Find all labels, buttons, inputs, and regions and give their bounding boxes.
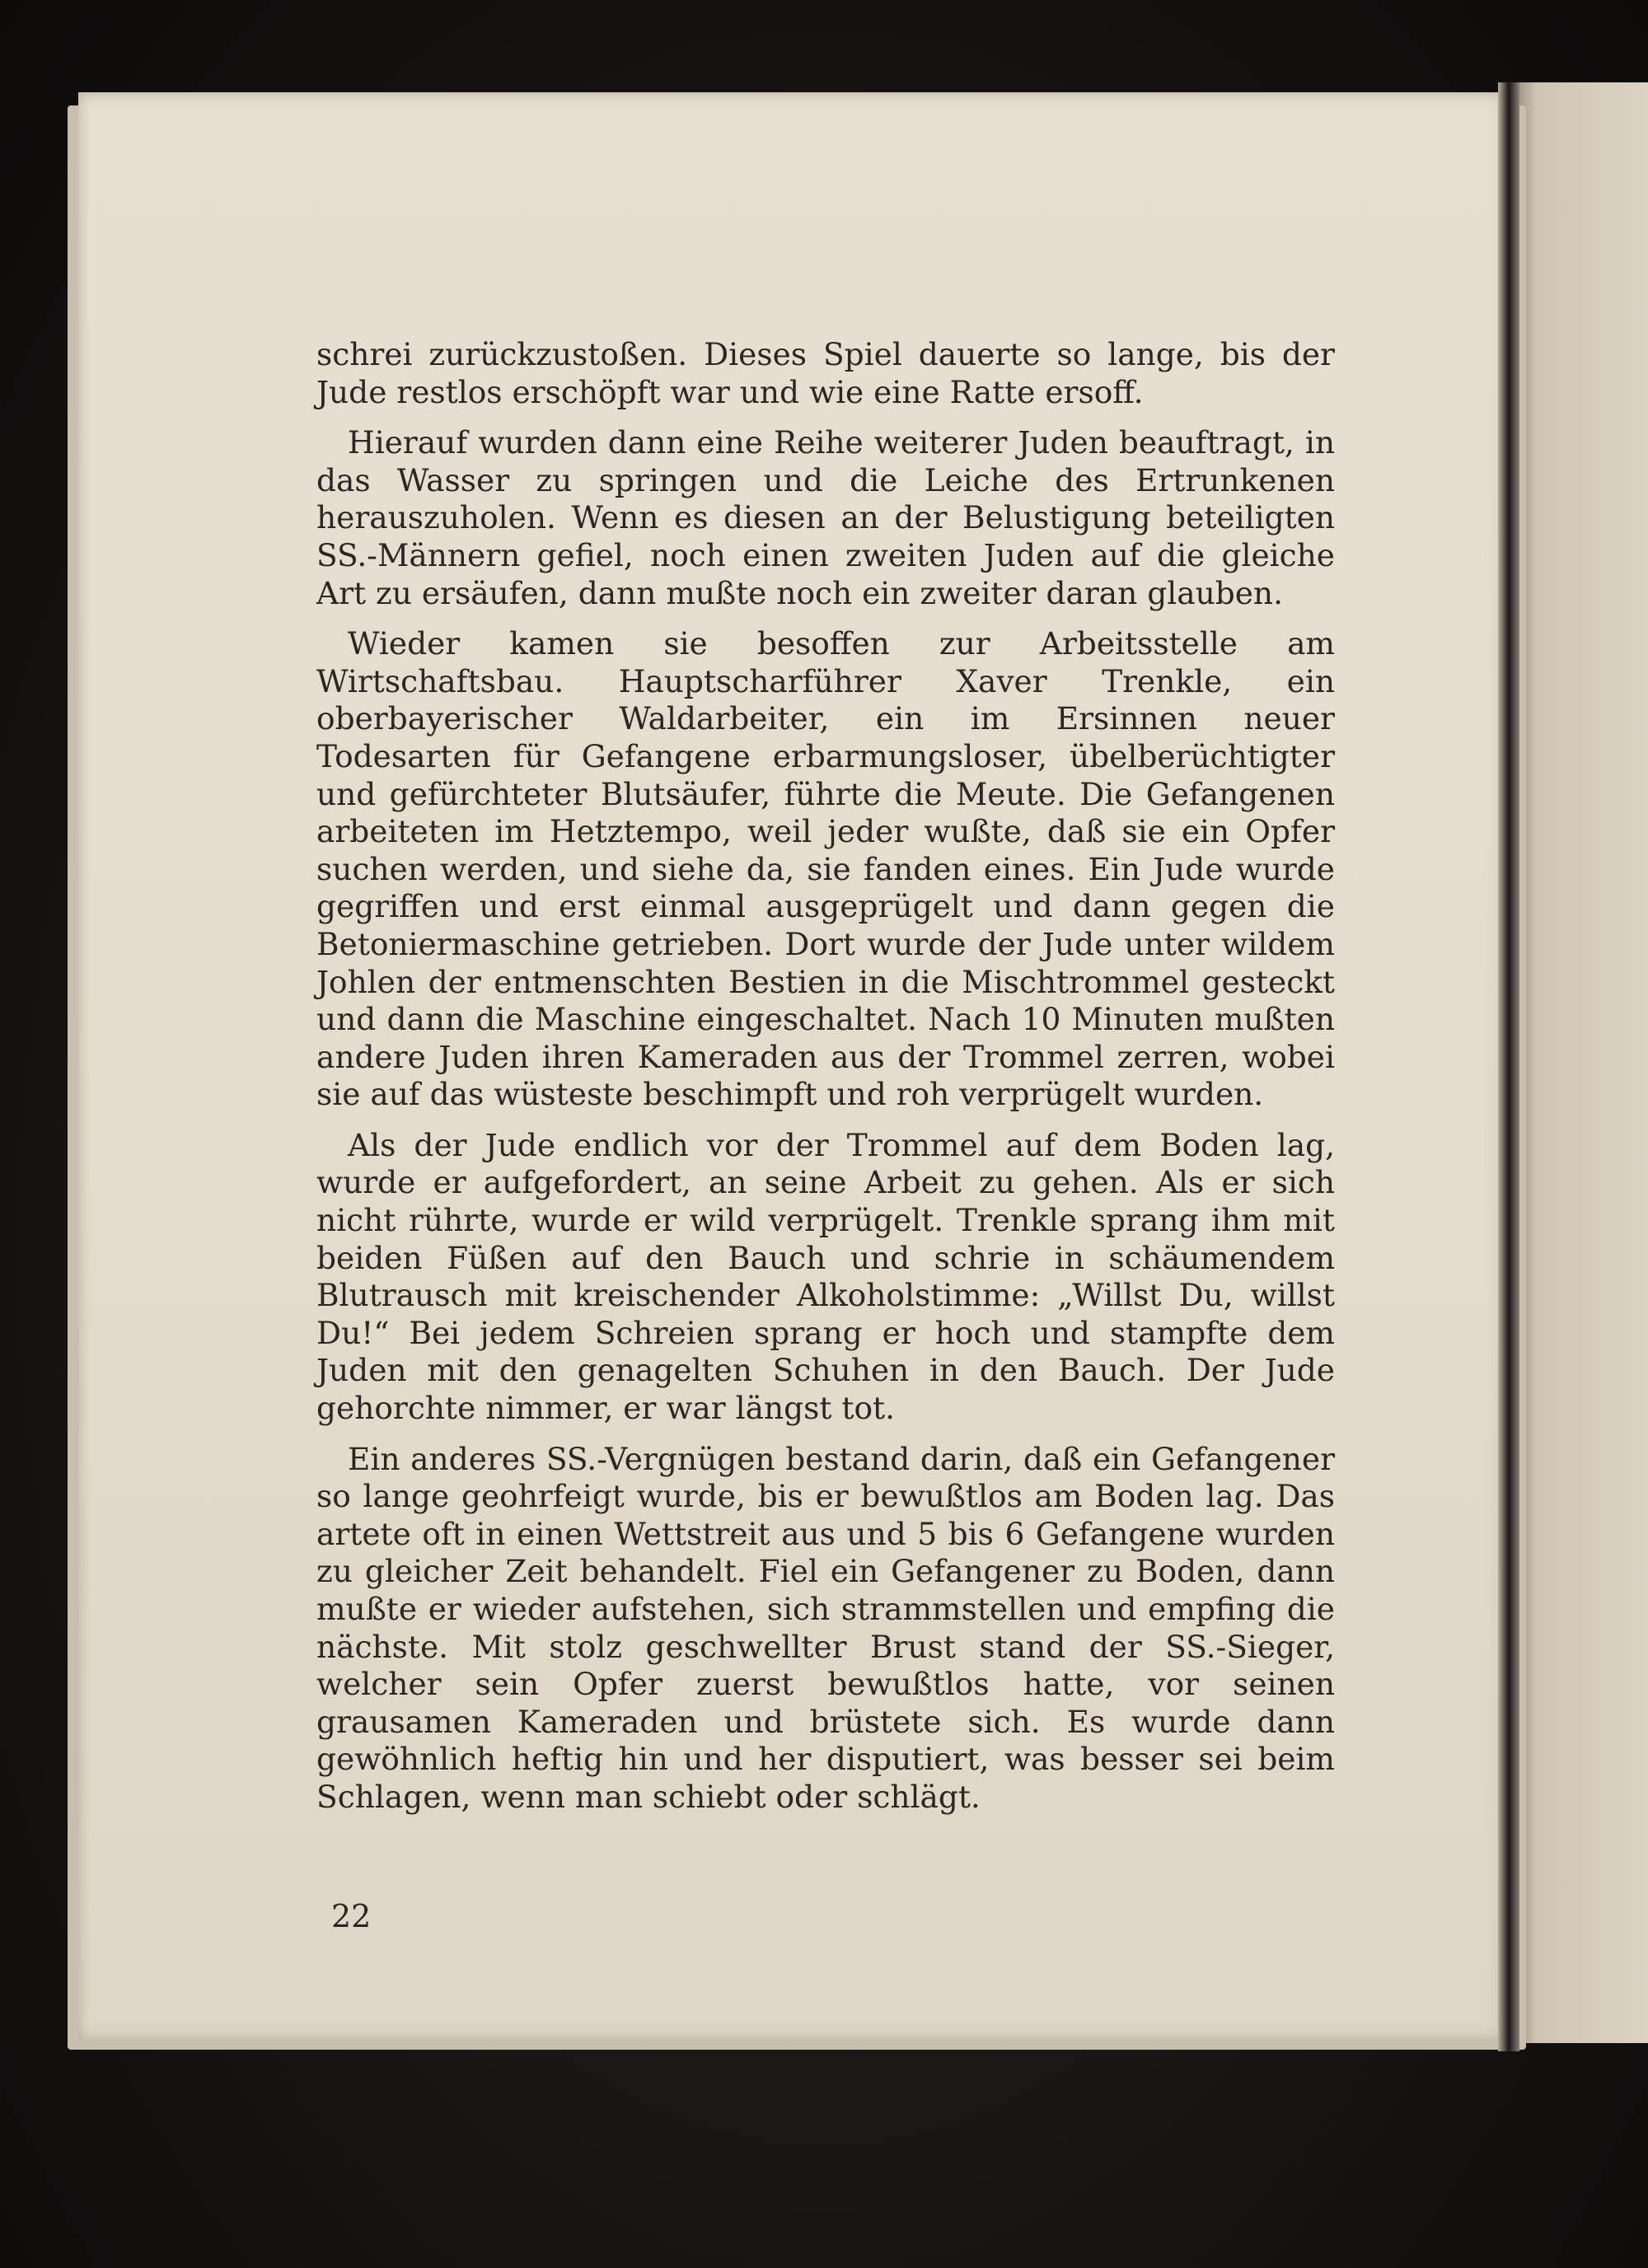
paragraph-3: Wieder kamen sie besoffen zur Arbeitsstelle am Wirtschaftsbau. Hauptscharführer Xaver Trenkle, ein oberbayerischer Waldarbeiter, ein im Ersinnen neuer Todesarten für Gefangene erbarmungsloser, übelberüchtigter und gefürchteter Blutsäufer, führte die Meute. Die Gefangenen arbeiteten im Hetztempo, weil jeder wußte, daß sie ein Opfer suchen werden, und siehe da, sie fanden eines. Ein Jude wurde gegriffen und erst einmal ausgeprügelt und dann gegen die Betoniermaschine getrieben. Dort wurde der Jude unter wildem Johlen der entmenschten Bestien in die Mischtrommel gesteckt und dann die Maschine eingeschaltet. Nach 10 Minuten mußten andere Juden ihren Kameraden aus der Trommel zerren, wobei sie auf das wüsteste beschimpft und roh verprügelt wurden. (316, 625, 1335, 1113)
paragraph-1: schrei zurückzustoßen. Dieses Spiel dauerte so lange, bis der Jude restlos erschöpft war und wie eine Ratte ersoff. (316, 336, 1335, 410)
page-number: 22 (331, 1898, 372, 1934)
facing-page-edge (1516, 82, 1648, 2043)
paragraph-4: Als der Jude endlich vor der Trommel auf dem Boden lag, wurde er aufgefordert, an seine Arbeit zu gehen. Als er sich nicht rührte, wurde er wild verprügelt. Trenkle sprang ihm mit beiden Füßen auf den Bauch und schrie in schäumendem Blutrausch mit kreischender Alkoholstimme: „Willst Du, willst Du!“ Bei jedem Schreien sprang er hoch und stampfte dem Juden mit den genagelten Schuhen in den Bauch. Der Jude gehorchte nimmer, er war längst tot. (316, 1126, 1335, 1427)
paragraph-5: Ein anderes SS.-Vergnügen bestand darin, daß ein Gefangener so lange geohrfeigt wurde, bis er bewußtlos am Boden lag. Das artete oft in einen Wettstreit aus und 5 bis 6 Gefangene wurden zu gleicher Zeit behandelt. Fiel ein Gefangener zu Boden, dann mußte er wieder aufstehen, sich strammstellen und empfing die nächste. Mit stolz geschwellter Brust stand der SS.-Sieger, welcher sein Opfer zuerst bewußtlos hatte, vor seinen grausamen Kameraden und brüstete sich. Es wurde dann gewöhnlich heftig hin und her disputiert, was besser sei beim Schlagen, wenn man schiebt oder schlägt. (316, 1440, 1335, 1815)
paragraph-2: Hierauf wurden dann eine Reihe weiterer Juden beauftragt, in das Wasser zu springen und die Leiche des Ertrunkenen herauszuholen. Wenn es diesen an der Belustigung beteiligten SS.-Männern gefiel, noch einen zweiten Juden auf die gleiche Art zu ersäufen, dann mußte noch ein zweiter daran glauben. (316, 424, 1335, 611)
body-text (316, 336, 1335, 1830)
book-gutter (1498, 82, 1519, 2051)
